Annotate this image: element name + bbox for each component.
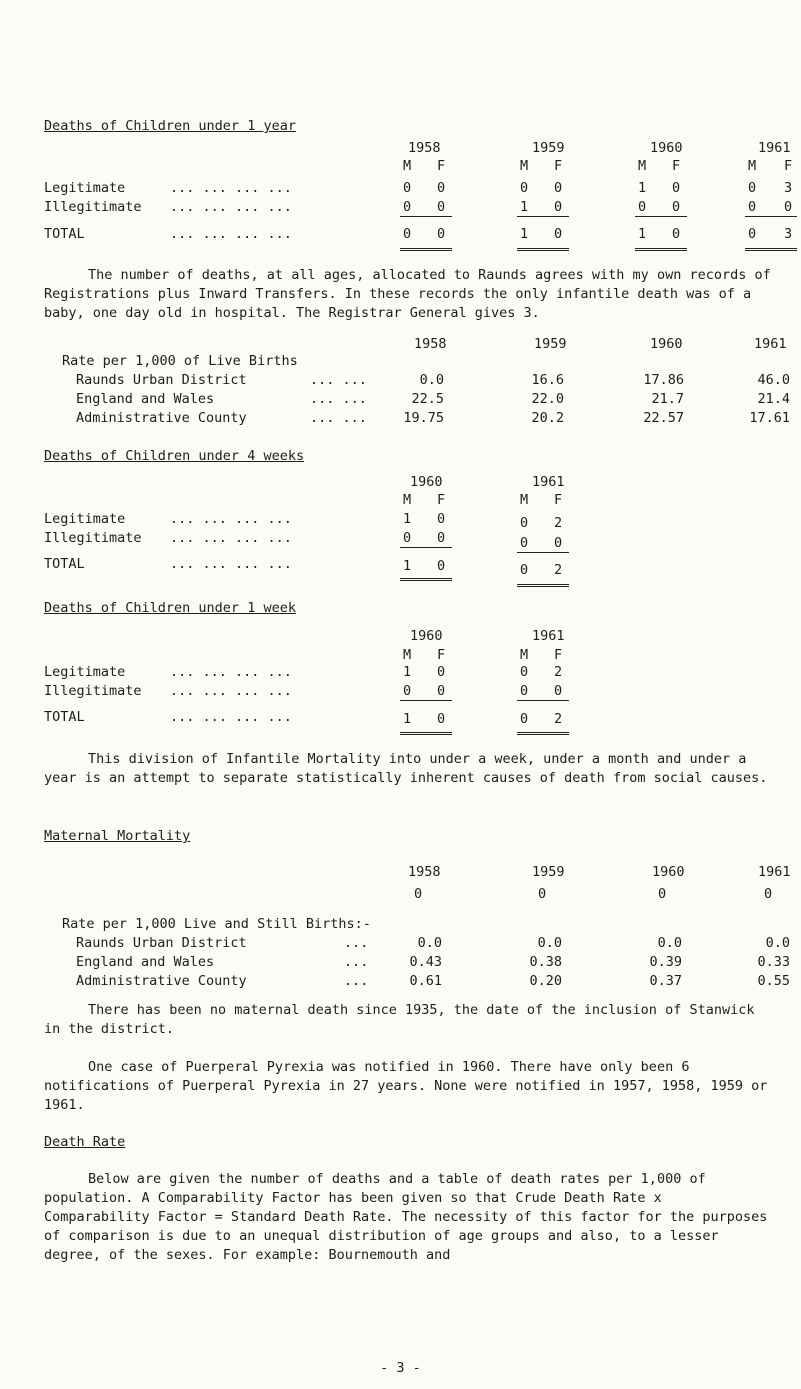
cell: 0.0: [537, 935, 562, 951]
cell: 0: [554, 683, 563, 699]
leader-dots: ... ...: [310, 410, 367, 426]
row-label: England and Wales: [76, 954, 215, 970]
year-header: 1960: [410, 628, 443, 644]
row-label: Legitimate: [44, 664, 126, 680]
count: 0: [538, 886, 547, 902]
f-header: F: [554, 492, 563, 508]
cell: 2: [554, 664, 563, 680]
cell: 1: [403, 511, 412, 527]
leader-dots: ... ... ... ...: [170, 511, 292, 527]
leader-dots: ... ... ... ...: [170, 530, 292, 546]
cell: 1: [520, 226, 529, 242]
m-header: M: [638, 158, 647, 174]
leader-dots: ... ...: [310, 372, 367, 388]
paragraph-maternal-death: There has been no maternal death since 1935, the date of the inclusion of Stanwick in the district.: [44, 1002, 755, 1037]
cell: 0: [437, 664, 446, 680]
row-label: TOTAL: [44, 226, 85, 242]
row-label: TOTAL: [44, 709, 85, 725]
row-label: Illegitimate: [44, 199, 142, 215]
year-header: 1960: [410, 474, 443, 490]
cell: 17.61: [749, 410, 790, 426]
cell: 1: [638, 226, 647, 242]
m-header: M: [520, 492, 529, 508]
cell: 2: [554, 562, 563, 578]
leader-dots: ... ... ... ...: [170, 683, 292, 699]
cell: 0.33: [757, 954, 790, 970]
cell: 0.61: [409, 973, 442, 989]
total-rule: [400, 700, 452, 701]
cell: 0: [638, 199, 647, 215]
cell: 21.4: [757, 391, 790, 407]
cell: 2: [554, 515, 563, 531]
paragraph-puerperal-pyrexia: One case of Puerperal Pyrexia was notified in 1960. There have only been 6 notifications of Puerperal Pyrexia in 27 years. None were notified in 1957, 1958, 1959 or 1961.: [44, 1059, 768, 1113]
row-label: Legitimate: [44, 180, 126, 196]
leader-dots: ... ...: [310, 391, 367, 407]
row-label: Illegitimate: [44, 683, 142, 699]
count: 0: [764, 886, 773, 902]
year-header: 1961: [758, 864, 791, 880]
cell: 16.6: [531, 372, 564, 388]
heading-death-rate: Death Rate: [44, 1134, 126, 1150]
total-double-rule: [400, 248, 452, 251]
total-double-rule: [517, 248, 569, 251]
heading-under-1-year: Deaths of Children under 1 year: [44, 118, 296, 134]
cell: 0: [437, 683, 446, 699]
cell: 0: [520, 180, 529, 196]
year-header: 1960: [652, 864, 685, 880]
row-label: Raunds Urban District: [76, 935, 247, 951]
f-header: F: [437, 492, 446, 508]
cell: 0: [784, 199, 793, 215]
total-double-rule: [517, 732, 569, 735]
cell: 0: [520, 515, 529, 531]
rate-caption: Rate per 1,000 Live and Still Births:-: [62, 916, 371, 932]
heading-under-4-weeks: Deaths of Children under 4 weeks: [44, 448, 305, 464]
year-header: 1959: [534, 336, 567, 352]
cell: 0.39: [649, 954, 682, 970]
total-rule: [635, 216, 687, 217]
leader-dots: ...: [344, 935, 369, 951]
year-header: 1960: [650, 140, 683, 156]
cell: 0: [554, 226, 563, 242]
cell: 0: [520, 683, 529, 699]
cell: 1: [403, 558, 412, 574]
year-header: 1961: [758, 140, 791, 156]
f-header: F: [554, 158, 563, 174]
cell: 0: [437, 199, 446, 215]
cell: 22.57: [643, 410, 684, 426]
cell: 1: [403, 711, 412, 727]
leader-dots: ... ... ... ...: [170, 180, 292, 196]
row-label: Administrative County: [76, 973, 247, 989]
cell: 0: [748, 180, 757, 196]
year-header: 1961: [532, 474, 565, 490]
cell: 3: [784, 226, 793, 242]
cell: 0: [437, 226, 446, 242]
count: 0: [414, 886, 423, 902]
cell: 1: [403, 664, 412, 680]
year-header: 1959: [532, 140, 565, 156]
cell: 0.55: [757, 973, 790, 989]
f-header: F: [437, 158, 446, 174]
year-header: 1960: [650, 336, 683, 352]
rate-caption: Rate per 1,000 of Live Births: [62, 353, 298, 369]
cell: 22.5: [411, 391, 444, 407]
cell: 0.0: [419, 372, 444, 388]
m-header: M: [403, 647, 412, 663]
cell: 0: [520, 562, 529, 578]
total-double-rule: [400, 732, 452, 735]
cell: 0: [672, 180, 681, 196]
total-rule: [400, 216, 452, 217]
row-label: Administrative County: [76, 410, 247, 426]
paragraph-registrations: The number of deaths, at all ages, allocated to Raunds agrees with my own records of Registrations plus Inward Transfers. In these records the only infantile death was of a baby, one day old in hospital. The Registrar General gives 3.: [44, 267, 771, 321]
leader-dots: ... ... ... ...: [170, 199, 292, 215]
f-header: F: [784, 158, 793, 174]
year-header: 1958: [414, 336, 447, 352]
cell: 22.0: [531, 391, 564, 407]
heading-under-1-week: Deaths of Children under 1 week: [44, 600, 296, 616]
cell: 0.0: [657, 935, 682, 951]
cell: 0: [748, 199, 757, 215]
cell: 0: [403, 530, 412, 546]
year-header: 1958: [408, 140, 441, 156]
m-header: M: [403, 492, 412, 508]
cell: 0: [672, 199, 681, 215]
total-double-rule: [400, 578, 452, 581]
cell: 0: [520, 664, 529, 680]
total-rule: [517, 552, 569, 553]
count: 0: [658, 886, 667, 902]
leader-dots: ... ... ... ...: [170, 709, 292, 725]
leader-dots: ... ... ... ...: [170, 556, 292, 572]
total-rule: [745, 216, 797, 217]
cell: 0: [554, 180, 563, 196]
cell: 1: [520, 199, 529, 215]
m-header: M: [520, 647, 529, 663]
row-label: TOTAL: [44, 556, 85, 572]
cell: 2: [554, 711, 563, 727]
leader-dots: ...: [344, 973, 369, 989]
cell: 19.75: [403, 410, 444, 426]
total-rule: [517, 700, 569, 701]
year-header: 1958: [408, 864, 441, 880]
heading-maternal-mortality: Maternal Mortality: [44, 828, 191, 844]
cell: 1: [638, 180, 647, 196]
total-double-rule: [745, 248, 797, 251]
cell: 0: [437, 180, 446, 196]
cell: 0: [403, 683, 412, 699]
total-rule: [517, 216, 569, 217]
cell: 3: [784, 180, 793, 196]
cell: 0.43: [409, 954, 442, 970]
cell: 0: [437, 530, 446, 546]
cell: 0: [520, 711, 529, 727]
m-header: M: [520, 158, 529, 174]
leader-dots: ...: [344, 954, 369, 970]
cell: 0: [520, 535, 529, 551]
leader-dots: ... ... ... ...: [170, 664, 292, 680]
f-header: F: [437, 647, 446, 663]
cell: 46.0: [757, 372, 790, 388]
total-rule: [400, 547, 452, 548]
row-label: England and Wales: [76, 391, 215, 407]
cell: 0: [403, 226, 412, 242]
cell: 0.20: [529, 973, 562, 989]
cell: 0: [672, 226, 681, 242]
cell: 0: [554, 199, 563, 215]
cell: 0.0: [765, 935, 790, 951]
cell: 0: [748, 226, 757, 242]
f-header: F: [554, 647, 563, 663]
year-header: 1961: [754, 336, 787, 352]
cell: 0.37: [649, 973, 682, 989]
row-label: Legitimate: [44, 511, 126, 527]
row-label: Raunds Urban District: [76, 372, 247, 388]
year-header: 1959: [532, 864, 565, 880]
cell: 0.0: [417, 935, 442, 951]
leader-dots: ... ... ... ...: [170, 226, 292, 242]
year-header: 1961: [532, 628, 565, 644]
page-number: - 3 -: [380, 1360, 421, 1376]
cell: 0: [403, 199, 412, 215]
total-double-rule: [517, 584, 569, 587]
total-double-rule: [635, 248, 687, 251]
cell: 17.86: [643, 372, 684, 388]
f-header: F: [672, 158, 681, 174]
cell: 0: [403, 180, 412, 196]
cell: 0: [437, 511, 446, 527]
paragraph-infantile-division: This division of Infantile Mortality into under a week, under a month and under a year is an attempt to separate statistically inherent causes of death from social causes.: [44, 751, 768, 786]
paragraph-death-rate: Below are given the number of deaths and a table of death rates per 1,000 of population. A Comparability Factor has been given so that Crude Death Rate x Comparability Factor = Standard Death Rate. The necessity of this factor for the purposes of comparison is due to an unequal distribution of age groups and also, to a lesser degree, of the sexes. For example: Bournemouth and: [44, 1171, 768, 1263]
cell: 20.2: [531, 410, 564, 426]
cell: 0: [437, 558, 446, 574]
m-header: M: [403, 158, 412, 174]
cell: 21.7: [651, 391, 684, 407]
cell: 0: [437, 711, 446, 727]
cell: 0.38: [529, 954, 562, 970]
cell: 0: [554, 535, 563, 551]
m-header: M: [748, 158, 757, 174]
row-label: Illegitimate: [44, 530, 142, 546]
